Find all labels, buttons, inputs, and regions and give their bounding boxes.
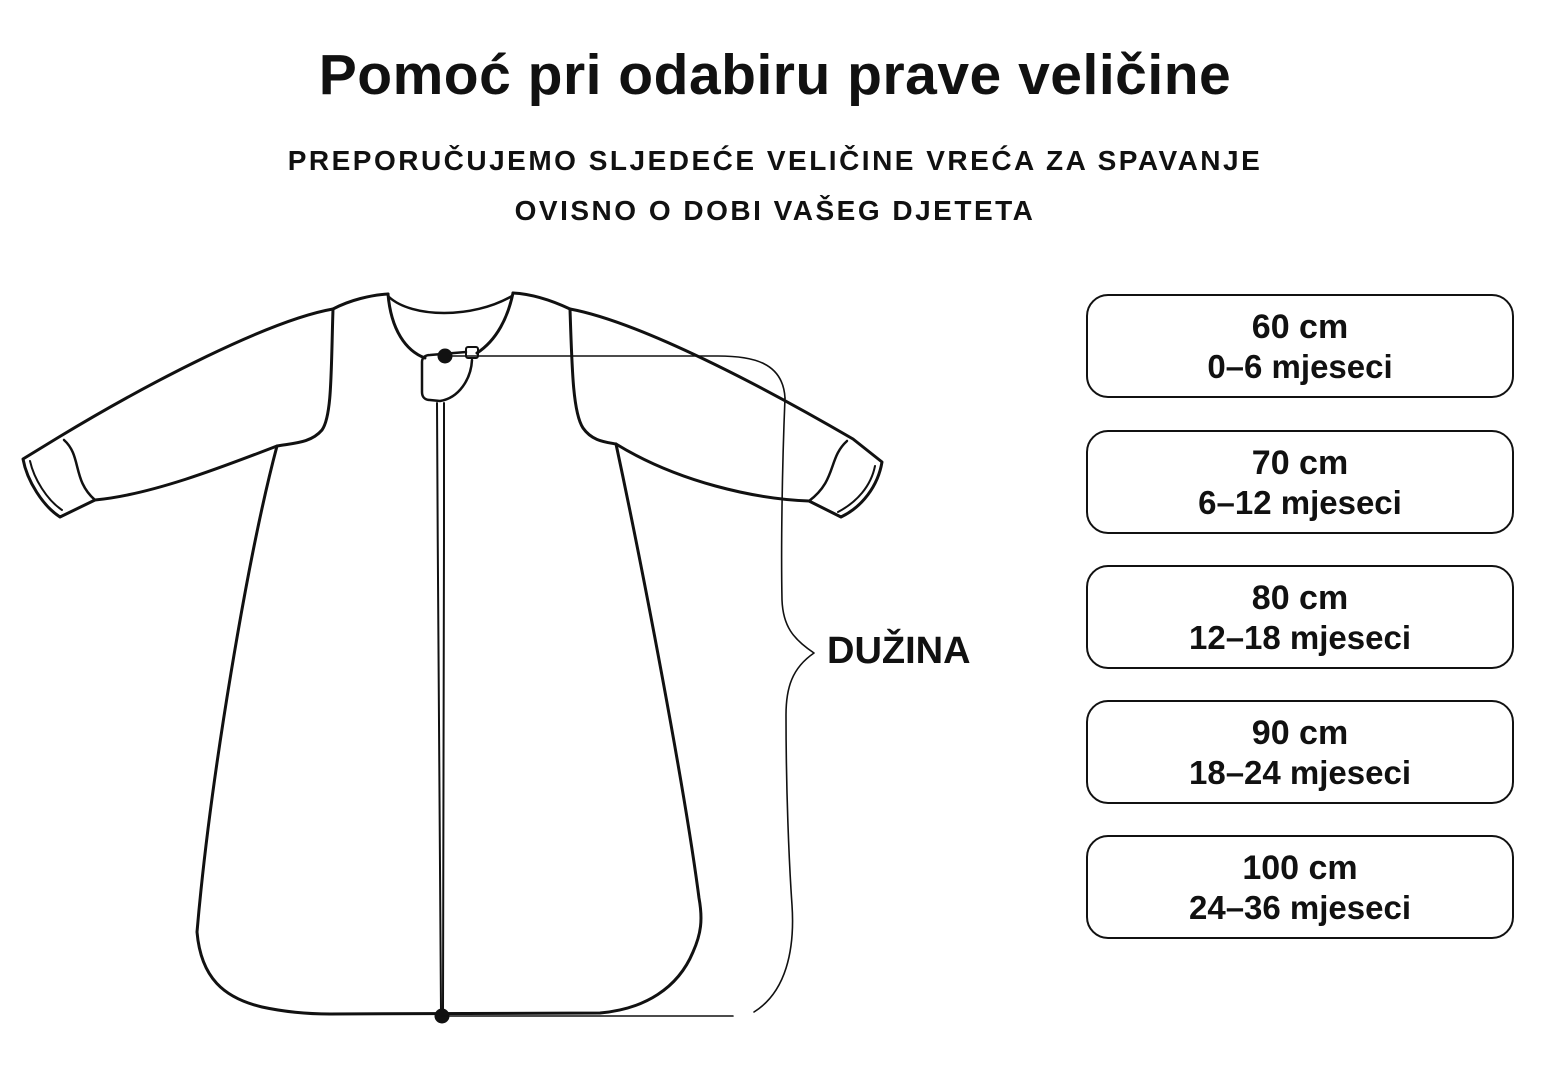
- age-range: 18–24 mjeseci: [1188, 753, 1412, 791]
- size-value: 60 cm: [1251, 307, 1349, 346]
- left-sleeve-outline: [23, 309, 333, 517]
- size-value: 80 cm: [1251, 578, 1349, 617]
- left-shoulder-line: [333, 294, 388, 309]
- measure-brace: [754, 398, 814, 1012]
- age-range: 0–6 mjeseci: [1207, 347, 1393, 385]
- size-box-100cm: [1086, 835, 1514, 939]
- size-box-80cm: [1086, 565, 1514, 669]
- measure-dot-top: [438, 349, 453, 364]
- size-box-90cm: [1086, 700, 1514, 804]
- size-box-70cm: [1086, 430, 1514, 534]
- size-box-60cm: [1086, 294, 1514, 398]
- page-title: Pomoć pri odabiru prave veličine: [318, 43, 1232, 107]
- age-range: 24–36 mjeseci: [1188, 888, 1412, 926]
- zipper-line-left: [437, 403, 441, 1011]
- size-value: 90 cm: [1251, 713, 1349, 752]
- age-range: 12–18 mjeseci: [1188, 618, 1412, 656]
- bag-body-outline: [197, 309, 701, 1014]
- right-shoulder-line: [513, 293, 570, 309]
- length-measure-label: DUŽINA: [827, 630, 971, 672]
- size-value: 70 cm: [1251, 443, 1349, 482]
- neckline-right: [477, 293, 513, 353]
- size-value: 100 cm: [1242, 848, 1358, 887]
- measure-line-top: [452, 356, 785, 398]
- zipper-line-right: [443, 403, 444, 1011]
- right-cuff-gather-line: [809, 441, 847, 501]
- subtitle-line-2: OVISNO O DOBI VAŠEG DJETETA: [514, 195, 1036, 226]
- subtitle-line-1: PREPORUČUJEMO SLJEDEĆE VELIČINE VREĆA ZA SPAVANJE: [287, 145, 1263, 176]
- size-chart: [1086, 0, 1514, 1080]
- left-cuff-gather-line: [64, 440, 95, 500]
- right-sleeve-outline: [570, 309, 882, 517]
- neckline-left: [388, 294, 425, 358]
- neckline-back-arc: [389, 296, 512, 313]
- age-range: 6–12 mjeseci: [1198, 483, 1402, 521]
